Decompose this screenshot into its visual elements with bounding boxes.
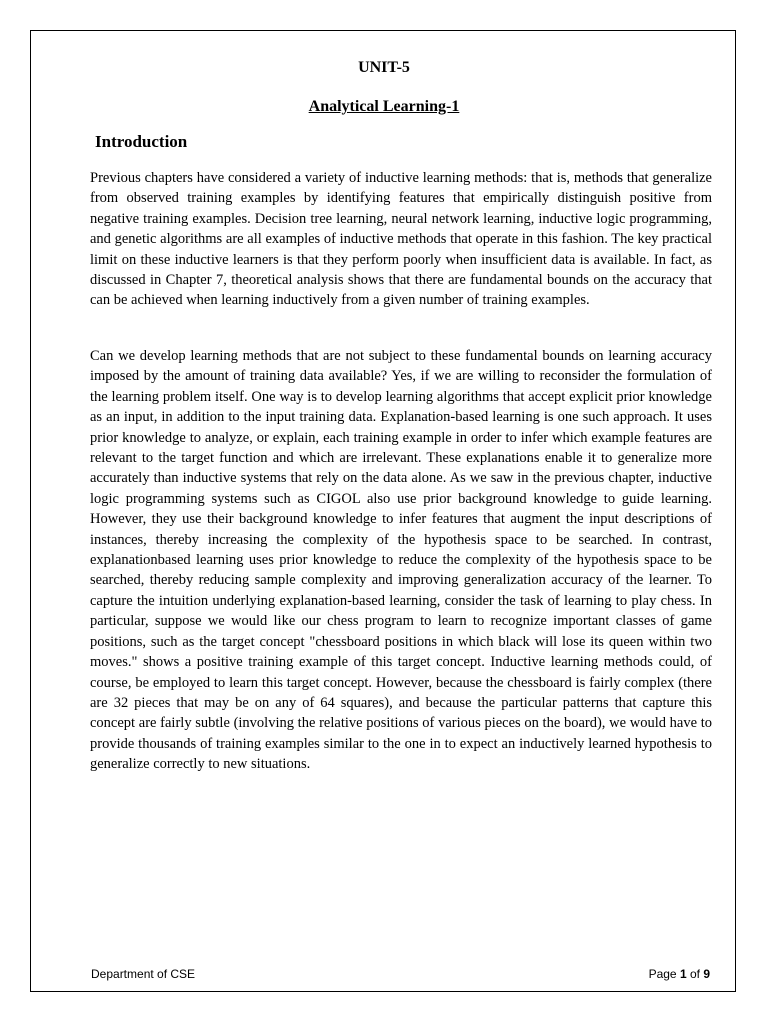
section-heading: Introduction — [95, 132, 188, 151]
paragraph-explanation-based-learning: Can we develop learning methods that are not subject to these fundamental bounds on learning accuracy imposed by the amount of training data available? Yes, if we are willing to reconsider the formulation of the learning problem itself. One way is to develop learning algorithms that accept explicit prior knowledge as an input, in addition to the input training data. Explanation-based learning is one such approach. It uses prior knowledge to analyze, or explain, each training example in order to infer which example features are relevant to the target function and which are irrelevant. These explanations enable it to generalize more accurately than inductive systems that rely on the data alone. As we saw in the previous chapter, inductive logic programming systems such as CIGOL also use prior background knowledge to guide learning. However, they use their background knowledge to infer features that augment the input descriptions of instances, thereby increasing the complexity of the hypothesis space to be searched. In contrast, explanationbased learning uses prior knowledge to reduce the complexity of the hypothesis space to be searched, thereby reducing sample complexity and improving generalization accuracy of the learner. To capture the intuition underlying explanation-based learning, consider the task of learning to play chess. In particular, suppose we would like our chess program to learn to recognize important classes of game positions, such as the target concept "chessboard positions in which black will lose its queen within two moves." shows a positive training example of this target concept. Inductive learning methods could, of course, be employed to learn this target concept. However, because the chessboard is fairly complex (there are 32 pieces that may be on any of 64 squares), and because the particular patterns that capture this concept are fairly subtle (involving the relative positions of various pieces on the board), we would have to provide thousands of training examples similar to the one in to expect an inductively learned hypothesis to generalize correctly to new situations. — [90, 348, 712, 773]
paragraph-intro: Previous chapters have considered a variety of inductive learning methods: that is, methods that generalize from observed training examples by identifying features that empirically distinguish positive from negative training examples. Decision tree learning, neural network learning, inductive logic programming, and genetic algorithms are all examples of inductive methods that operate in this fashion. The key practical limit on these inductive learners is that they perform poorly when insufficient data is available. In fact, as discussed in Chapter 7, theoretical analysis shows that there are fundamental bounds on the accuracy that can be achieved when learning inductively from a given number of training examples. — [90, 170, 712, 309]
chapter-title-text: Analytical Learning-1 — [308, 98, 460, 115]
footer-page-number — [649, 966, 710, 982]
page-total: 9 — [703, 967, 710, 981]
footer-department: Department of CSE — [91, 967, 196, 981]
chapter-title — [0, 97, 768, 117]
unit-title: UNIT-5 — [358, 59, 410, 76]
page-of: of — [686, 967, 704, 981]
page-current: 1 — [679, 967, 687, 981]
page-prefix: Page — [648, 967, 680, 981]
